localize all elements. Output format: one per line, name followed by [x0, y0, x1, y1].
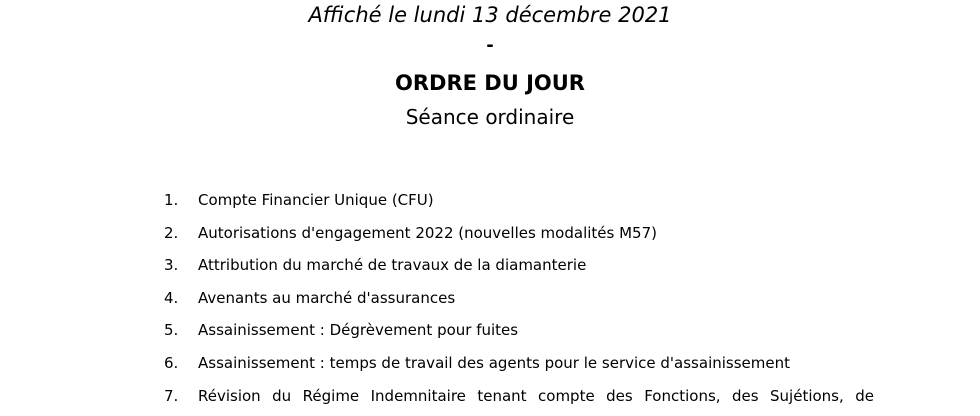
session-type: Séance ordinaire: [405, 105, 575, 129]
agenda-item-text: Autorisations d'engagement 2022 (nouvelles modalités M57): [198, 223, 657, 242]
posted-date: Affiché le lundi 13 décembre 2021: [308, 3, 672, 27]
agenda-item-number: 6.: [164, 353, 179, 372]
agenda-item-text: Assainissement : Dégrèvement pour fuites: [198, 321, 519, 340]
agenda-item-number: 1.: [164, 191, 179, 209]
agenda-item-text: Attribution du marché de travaux de la diamanterie: [198, 256, 587, 275]
separator-dash: -: [486, 35, 494, 56]
agenda-item-text: Compte Financier Unique (CFU): [198, 191, 434, 209]
agenda-item-text: Avenants au marché d'assurances: [198, 288, 456, 307]
agenda-item-number: 4.: [164, 288, 179, 307]
page-title: ORDRE DU JOUR: [395, 71, 585, 95]
agenda-item-text: Assainissement : temps de travail des agents pour le service d'assainissement: [198, 353, 790, 372]
agenda-item-number: 5.: [164, 321, 179, 340]
agenda-item-number: 3.: [164, 256, 179, 275]
agenda-item-text: Révision du Régime Indemnitaire tenant compte des Fonctions, des Sujétions, de: [198, 386, 874, 405]
agenda-item-number: 2.: [164, 223, 179, 242]
agenda-item-number: 7.: [164, 386, 179, 405]
